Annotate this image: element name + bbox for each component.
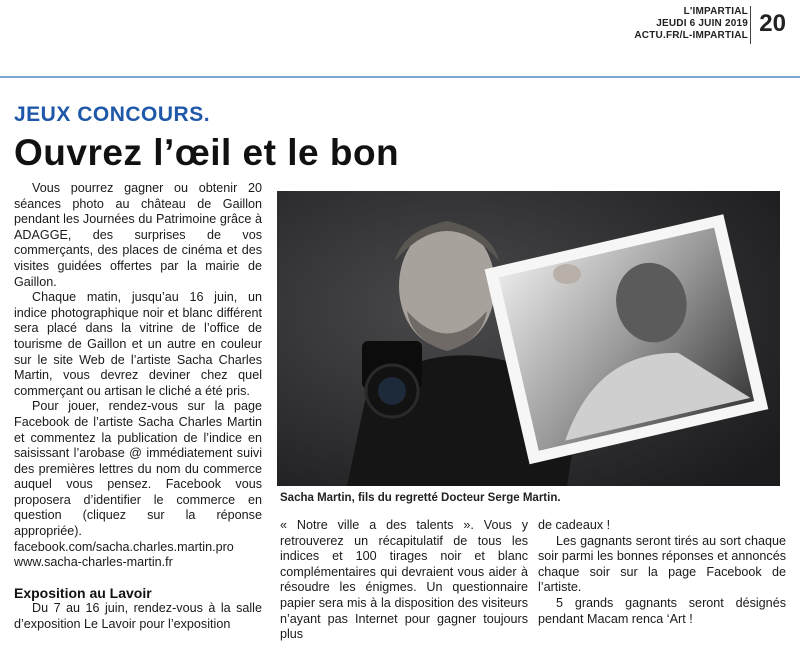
masthead [634, 6, 748, 42]
paragraph: Du 7 au 16 juin, rendez-vous à la salle d’exposition Le Lavoir pour l’exposition [14, 601, 262, 631]
masthead-site: ACTU.FR/L-IMPARTIAL [634, 30, 748, 41]
paragraph: de cadeaux ! [538, 518, 611, 532]
website-link: www.sacha-charles-martin.fr [14, 555, 173, 570]
article-kicker: JEUX CONCOURS. [14, 103, 211, 126]
article-photo [277, 191, 780, 486]
paragraph: Chaque matin, jusqu’au 16 juin, un indice photographique noir et blanc différent sera placé dans la vitrine de l’office de tourisme de Gaillon et un autre en couleur sur le site Web de l’artiste Sacha Charles Martin, vous devrez deviner chez quel commerçant ou artisan le cliché a été pris. [14, 290, 262, 398]
facebook-link: facebook.com/sacha.charles.martin.pro [14, 539, 234, 554]
paragraph: Vous pourrez gagner ou obtenir 20 séances photo au château de Gaillon pendant les Journées du Patrimoine grâce à ADAGGE, des surprises de vos commerçants, des places de cinéma et des visites guidées offertes par la mairie de Gaillon. [14, 181, 262, 289]
paragraph: 5 grands gagnants seront désignés pendant Macam renca ‘Art ! [538, 595, 786, 626]
photo-caption: Sacha Martin, fils du regretté Docteur Serge Martin. [280, 492, 561, 504]
article-column-2 [280, 518, 528, 643]
header-rule [0, 76, 800, 78]
masthead-date: JEUDI 6 JUIN 2019 [656, 18, 748, 29]
photo-illustration [277, 191, 780, 486]
section-subhead: Exposition au Lavoir [14, 585, 152, 601]
masthead-paper: L'IMPARTIAL [683, 6, 748, 17]
paragraph: Les gagnants seront tirés au sort chaque soir parmi les bonnes réponses et annoncés chaque soir sur la page Facebook de l’artiste. [538, 533, 786, 595]
paragraph: « Notre ville a des talents ». Vous y retrouverez un récapitulatif de tous les indices et 100 tirages noir et blanc complémentaires qui devraient vous aider à résoudre les énigmes. Un questionnaire papier sera mis à la disposition des visiteurs n’ayant pas Internet pour gagner toujours plus [280, 518, 528, 642]
article-column-3 [538, 518, 786, 627]
page-number: 20 [759, 10, 786, 37]
article-column-1-continued [14, 601, 262, 632]
article-headline: Ouvrez l’œil et le bon [14, 132, 400, 173]
article-column-1 [14, 181, 262, 571]
paragraph: Pour jouer, rendez-vous sur la page Facebook de l’artiste Sacha Charles Martin et commentez la publication de l’indice en saisissant l’arobase @ immédiatement suivi des premières lettres du nom du commerce auquel vous pensez. Facebook vous proposera d’identifier le commerce en question (cliquez sur la réponse appropriée). [14, 399, 262, 539]
